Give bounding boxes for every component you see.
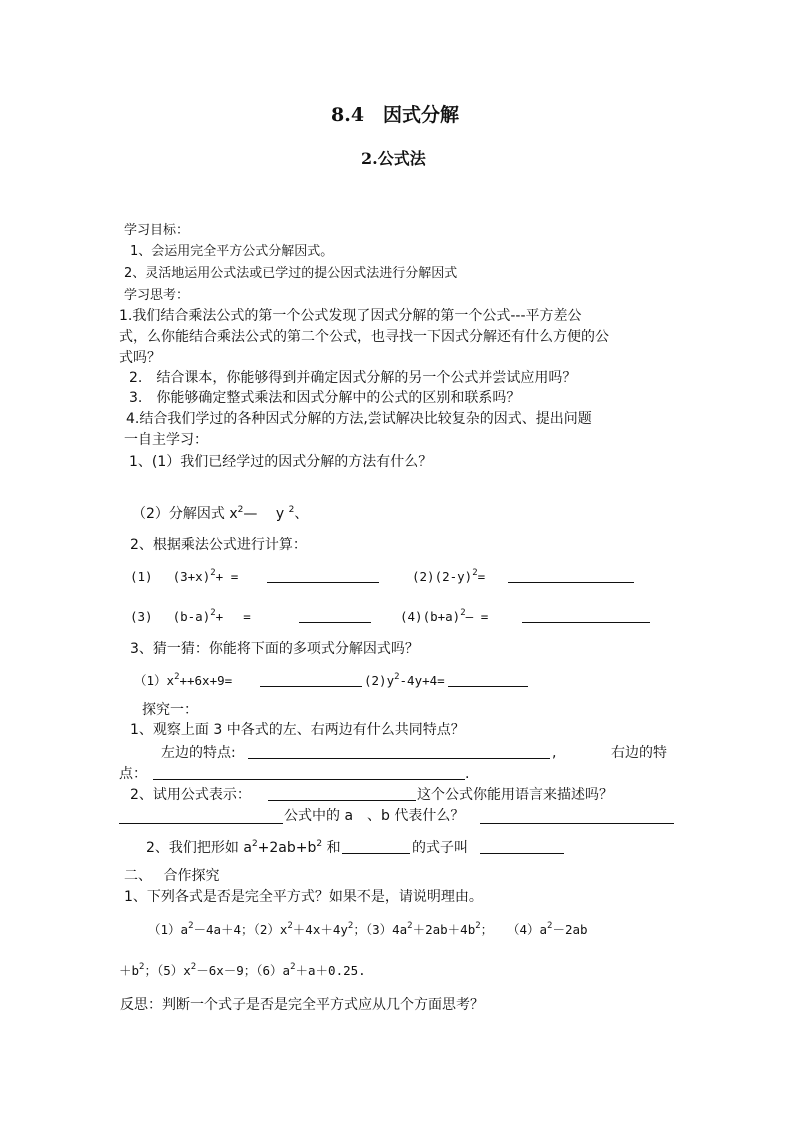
calc-2-blank[interactable] (508, 570, 634, 583)
explore1-heading: 探究一： (142, 702, 198, 718)
page-title: 8.4 因式分解 (331, 104, 460, 126)
page-subtitle: 2.公式法 (361, 149, 426, 168)
cooperate-items-line1: $(1)a^2-4a+4$；$(2)x^2+4x+4y^2$；$(3)4a^2+2ab+4b^2$； $(4)a^2-2ab$ (148, 921, 588, 937)
explore1-q3: 2、我们把形如 $a^2+2ab+b^2$ 和 (146, 839, 341, 856)
right-feature-blank[interactable] (153, 767, 465, 780)
thinking-heading: 学习思考： (124, 288, 190, 303)
guess-2-blank[interactable] (448, 674, 528, 687)
comma: , (552, 745, 557, 761)
thinking-q1-line2: 式，么你能结合乘法公式的第二个公式，也寻找一下因式分解还有什么方便的公 (119, 329, 609, 345)
guess-1-blank[interactable] (260, 674, 362, 687)
describe-blank[interactable] (119, 811, 283, 824)
self-study-heading: 一自主学习： (124, 432, 208, 448)
explore1-q2-c: 公式中的 a 、b 代表什么？ (284, 808, 465, 824)
goal-item: 1、会运用完全平方公式分解因式。 (130, 244, 334, 259)
self-study-q1-1: 1、(1）我们已经学过的因式分解的方法有什么？ (129, 454, 433, 470)
guess-1: $(1)x^2++6x+9=$ (134, 672, 233, 688)
calc-2: $(2)(2-y)^2=$ (412, 568, 486, 584)
reflection: 反思：判断一个式子是否是完全平方式应从几个方面思考？ (120, 997, 484, 1013)
self-study-q1-2: （2）分解因式 $x^2—$ y $^2$、 (132, 505, 309, 522)
left-feature-blank[interactable] (248, 746, 550, 759)
explore1-q1: 1、观察上面 3 中各式的左、右两边有什么共同特点？ (130, 722, 465, 738)
self-study-q2-heading: 2、根据乘法公式进行计算： (130, 537, 307, 553)
right-feature-label: 右边的特 (611, 745, 667, 761)
goal-item: 2、灵活地运用公式法或已学过的提公因式法进行分解因式 (124, 266, 458, 281)
explore1-q2-b: 这个公式你能用语言来描述吗？ (417, 787, 613, 803)
calc-3: (3) $(b-a)^2+$ = (130, 608, 251, 624)
cooperate-items-line2: $+b^2$；$(5)x^2-6x-9$；$(6)a^2+a+0.25$. (119, 962, 366, 978)
calc-4: $(4)(b+a)^2—$ = (400, 608, 489, 624)
meaning-blank[interactable] (480, 811, 674, 824)
item-1: （1）a (148, 922, 189, 937)
item-3: （3）4a (365, 922, 408, 937)
item-6: （6）a (256, 963, 291, 978)
goals-heading: 学习目标： (124, 223, 190, 238)
self-study-q3-heading: 3、猜一猜：你能将下面的多项式分解因式吗？ (130, 641, 419, 657)
item-2: （2）x (253, 922, 288, 937)
thinking-q1-line3: 式吗？ (119, 350, 161, 366)
thinking-q4: 4.结合我们学过的各种因式分解的方法,尝试解决比较复杂的因式、提出问题 (126, 411, 592, 427)
calc-1: (1) $(3+x)^2+$ = (130, 568, 239, 584)
cooperate-q1: 1、下列各式是否是完全平方式？如果不是，请说明理由。 (124, 889, 483, 905)
period: . (465, 766, 470, 782)
thinking-q3: 3. 你能够确定整式乘法和因式分解中的公式的区别和联系吗？ (129, 390, 521, 406)
explore1-q2-a: 2、试用公式表示： (130, 787, 251, 803)
thinking-q1-line1: 1.我们结合乘法公式的第一个公式发现了因式分解的第一个公式---平方差公 (119, 308, 582, 324)
item-5: （5）x (156, 963, 191, 978)
cooperate-heading: 二、 合作探究 (124, 868, 220, 884)
form-blank[interactable] (342, 841, 410, 854)
left-feature-label: 左边的特点: (161, 745, 236, 761)
thinking-q2: 2. 结合课本，你能够得到并确定因式分解的另一个公式并尝试应用吗？ (129, 370, 577, 386)
explore1-q3-d: 的式子叫 (412, 840, 468, 856)
right-feature-label-cont: 点： (119, 766, 147, 782)
calc-1-blank[interactable] (267, 570, 379, 583)
calc-4-blank[interactable] (522, 610, 650, 623)
guess-2: $(2)y^2-4y+4=$ (364, 672, 445, 688)
item-4: （4）a (506, 922, 548, 937)
calc-3-blank[interactable] (299, 610, 371, 623)
name-blank[interactable] (480, 841, 564, 854)
formula-blank[interactable] (268, 788, 416, 801)
